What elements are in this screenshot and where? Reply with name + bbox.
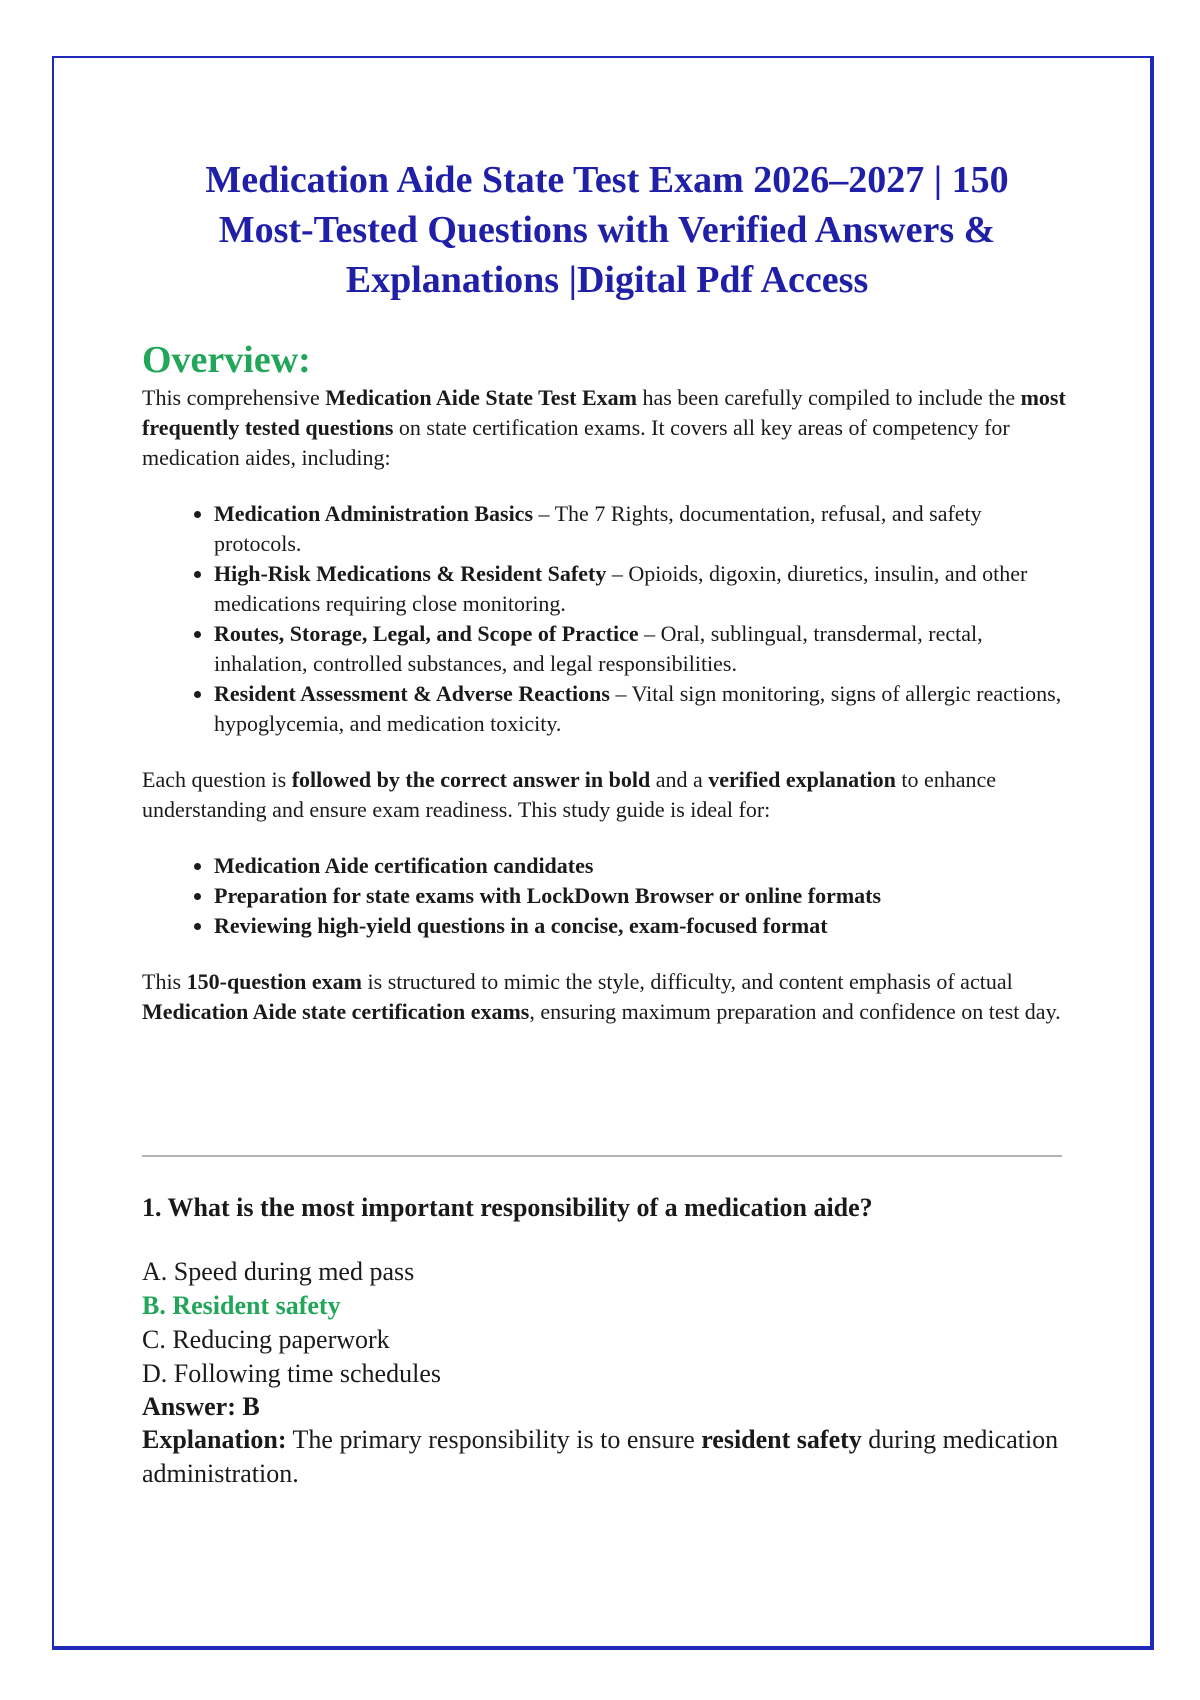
option-c: C. Reducing paperwork [142,1325,390,1354]
document-title: Medication Aide State Test Exam 2026–2027 | 150 Most-Tested Questions with Verified Answers & Explanations |Digital Pdf Access [205,159,1009,301]
list-item: • High-Risk Medications & Resident Safety – Opioids, digoxin, diuretics, insulin, and other medications requiring close monitoring. [214,559,1072,619]
option-a: A. Speed during med pass [142,1257,415,1286]
list-item: • Reviewing high-yield questions in a concise, exam-focused format [214,911,1072,941]
section-divider [142,1155,1062,1157]
question-1-explanation: Explanation: The primary responsibility is to ensure resident safety during medication administration. [142,1425,1059,1488]
option-d: D. Following time schedules [142,1359,441,1388]
option-b-correct: B. Resident safety [142,1291,341,1320]
list-item: • Routes, Storage, Legal, and Scope of Practice – Oral, sublingual, transdermal, rectal, inhalation, controlled substances, and legal responsibilities. [214,619,1072,679]
document-content [142,155,1072,1491]
each-question-paragraph: Each question is followed by the correct answer in bold and a verified explanation to enhance understanding and ensure exam readiness. This study guide is ideal for: [142,767,997,822]
question-1-options [142,1255,1072,1391]
ideal-for-list [142,851,1072,941]
list-item: • Medication Aide certification candidates [214,851,1072,881]
competency-areas-list [142,499,1072,739]
list-item: • Medication Administration Basics – The 7 Rights, documentation, refusal, and safety protocols. [214,499,1072,559]
question-1-prompt: 1. What is the most important responsibility of a medication aide? [142,1193,873,1222]
question-1-answer: Answer: B [142,1392,260,1421]
list-item: • Preparation for state exams with LockDown Browser or online formats [214,881,1072,911]
closing-paragraph: This 150-question exam is structured to mimic the style, difficulty, and content emphasis of actual Medication Aide state certification exams, ensuring maximum preparation and confidence on test day. [142,969,1061,1024]
overview-intro: This comprehensive Medication Aide State Test Exam has been carefully compiled to include the most frequently tested questions on state certification exams. It covers all key areas of competency for medication aides, including: [142,385,1066,470]
overview-heading: Overview: [142,339,311,381]
list-item: • Resident Assessment & Adverse Reactions – Vital sign monitoring, signs of allergic reactions, hypoglycemia, and medication toxicity. [214,679,1072,739]
